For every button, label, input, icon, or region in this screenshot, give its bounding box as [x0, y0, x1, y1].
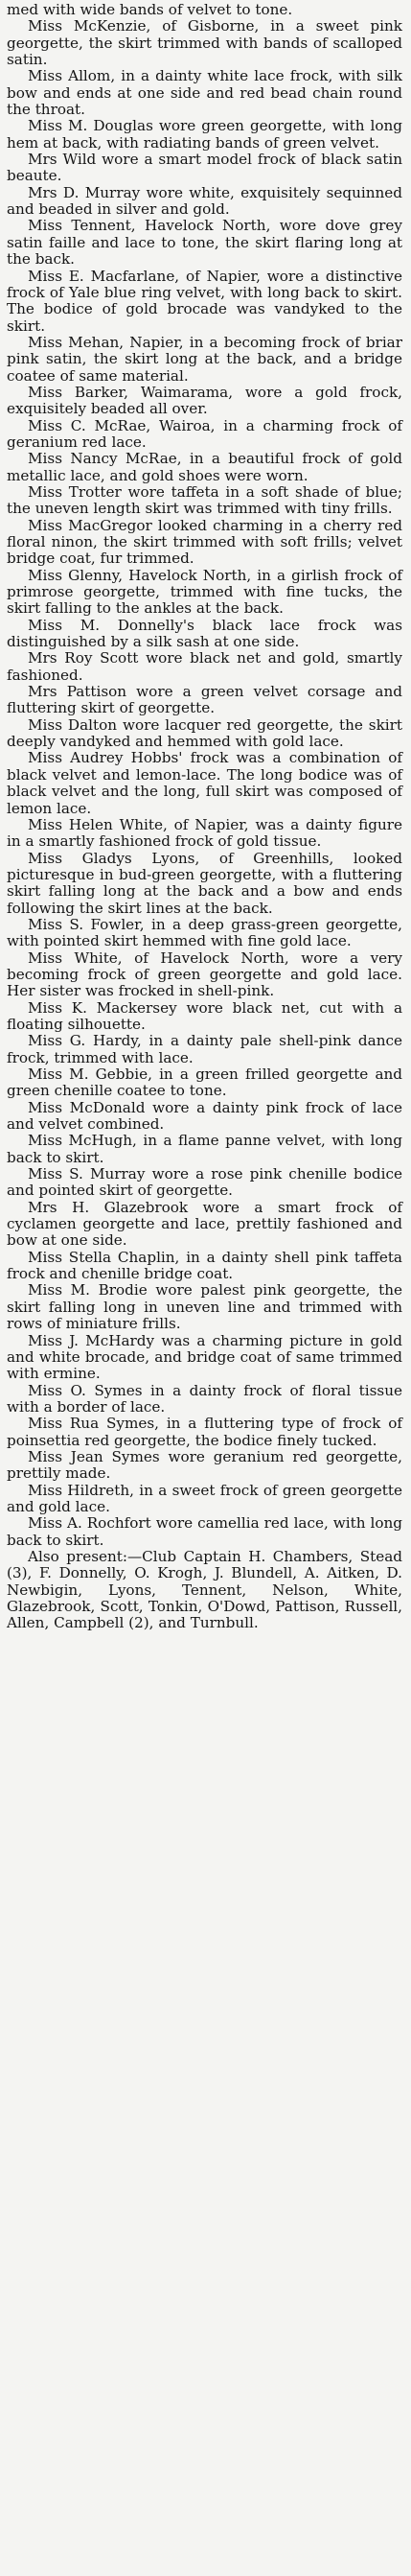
article-paragraph: Miss MacGregor looked charming in a cherry red floral ninon, the skirt trimmed with soft frills; velvet bridge coat, fur trimmed.: [7, 516, 402, 568]
article-paragraph: Mrs Wild wore a smart model frock of black satin beaute.: [7, 151, 402, 185]
article-paragraph: Miss M. Donnelly's black lace frock was distinguished by a silk sash at one side.: [7, 616, 402, 651]
article-paragraph: Miss J. McHardy was a charming picture in gold and white brocade, and bridge coat of same trimmed with ermine.: [7, 1331, 402, 1383]
article-paragraph: Miss Mehan, Napier, in a becoming frock of briar pink satin, the skirt long at the back, and a bridge coatee of same material.: [7, 333, 402, 385]
article-paragraph: Miss O. Symes in a dainty frock of floral tissue with a border of lace.: [7, 1381, 402, 1416]
article-paragraph: Mrs Pattison wore a green velvet corsage and fluttering skirt of georgette.: [7, 683, 402, 717]
article-paragraph: Miss M. Gebbie, in a green frilled georgette and green chenille coatee to tone.: [7, 1066, 402, 1100]
article-paragraph: Miss McKenzie, of Gisborne, in a sweet pink georgette, the skirt trimmed with bands of scalloped satin.: [7, 17, 402, 69]
article-paragraph: Miss Audrey Hobbs' frock was a combination of black velvet and lemon-lace. The long bodice was of black velvet and the long, full skirt was composed of lemon lace.: [7, 749, 402, 817]
article-paragraph: med with wide bands of velvet to tone.: [7, 1, 293, 18]
article-paragraph: Miss Helen White, of Napier, was a dainty figure in a smartly fashioned frock of gold tissue.: [7, 815, 402, 851]
article-paragraph: Miss McDonald wore a dainty pink frock of lace and velvet combined.: [7, 1098, 402, 1134]
article-paragraph: Miss Stella Chaplin, in a dainty shell pink taffeta frock and chenille bridge coat.: [7, 1248, 402, 1283]
article-paragraph: Miss S. Murray wore a rose pink chenille bodice and pointed skirt of georgette.: [7, 1165, 402, 1200]
article-paragraph: Miss E. Macfarlane, of Napier, wore a distinctive frock of Yale blue ring velvet, with long back to skirt. The bodice of gold brocade was vandyked to the skirt.: [7, 267, 402, 335]
article-paragraph: Miss Glenny, Havelock North, in a girlish frock of primrose georgette, trimmed with fine tucks, the skirt falling to the ankles at the back.: [7, 566, 402, 618]
article-paragraph: Miss Trotter wore taffeta in a soft shade of blue; the uneven length skirt was trimmed with tiny frills.: [7, 482, 402, 518]
article-paragraph: Miss Barker, Waimarama, wore a gold frock, exquisitely beaded all over.: [7, 383, 402, 418]
article-paragraph: Miss A. Rochfort wore camellia red lace, with long back to skirt.: [7, 1514, 402, 1549]
article-paragraph: Miss Hildreth, in a sweet frock of green georgette and gold lace.: [7, 1481, 402, 1515]
article-paragraph: Miss Dalton wore lacquer red georgette, the skirt deeply vandyked and hemmed with gold lace.: [7, 715, 402, 751]
article-paragraph: Miss K. Mackersey wore black net, cut with a floating silhouette.: [7, 998, 402, 1033]
article-paragraph: Miss M. Brodie wore palest pink georgette, the skirt falling long in uneven line and trimmed with rows of miniature frills.: [7, 1281, 402, 1333]
article-paragraph: Also present:—Club Captain H. Chambers, Stead (3), F. Donnelly, O. Krogh, J. Blundell, A. Aitken, D. Newbigin, Lyons, Tennent, Nelson, White, Glazebrook, Scott, Tonkin, O'Dowd, Pattison, Russell, Allen, Campbell (2), and Turnbull.: [7, 1547, 402, 1632]
article-paragraph: Miss Tennent, Havelock North, wore dove grey satin faille and lace to tone, the skirt flaring long at the back.: [7, 217, 402, 269]
article-paragraph: Miss Gladys Lyons, of Greenhills, looked picturesque in bud-green georgette, with a fluttering skirt falling long at the back and a bow and ends following the skirt lines at the back.: [7, 849, 402, 917]
article-paragraph: Miss McHugh, in a flame panne velvet, with long back to skirt.: [7, 1132, 402, 1166]
article-paragraph: Mrs D. Murray wore white, exquisitely sequinned and beaded in silver and gold.: [7, 183, 402, 219]
article-paragraph: Mrs H. Glazebrook wore a smart frock of cyclamen georgette and lace, prettily fashioned and bow at one side.: [7, 1198, 402, 1250]
article-paragraph: Miss Allom, in a dainty white lace frock, with silk bow and ends at one side and red bead chain round the throat.: [7, 67, 402, 119]
article-paragraph: Miss G. Hardy, in a dainty pale shell-pink dance frock, trimmed with lace.: [7, 1032, 402, 1066]
article-paragraph: Miss S. Fowler, in a deep grass-green georgette, with pointed skirt hemmed with fine gold lace.: [7, 915, 402, 950]
article-paragraph: Miss M. Douglas wore green georgette, with long hem at back, with radiating bands of green velvet.: [7, 117, 402, 152]
article-paragraph: Miss White, of Havelock North, wore a very becoming frock of green georgette and gold lace. Her sister was frocked in shell-pink.: [7, 948, 402, 1000]
article-paragraph: Miss Jean Symes wore geranium red georgette, prettily made.: [7, 1447, 402, 1483]
article-paragraph: Miss C. McRae, Wairoa, in a charming frock of geranium red lace.: [7, 416, 402, 451]
article-paragraph: Miss Rua Symes, in a fluttering type of frock of poinsettia red georgette, the bodice finely tucked.: [7, 1415, 402, 1449]
article-paragraph: Miss Nancy McRae, in a beautiful frock of gold metallic lace, and gold shoes were worn.: [7, 450, 402, 484]
article-paragraph: Mrs Roy Scott wore black net and gold, smartly fashioned.: [7, 649, 402, 684]
